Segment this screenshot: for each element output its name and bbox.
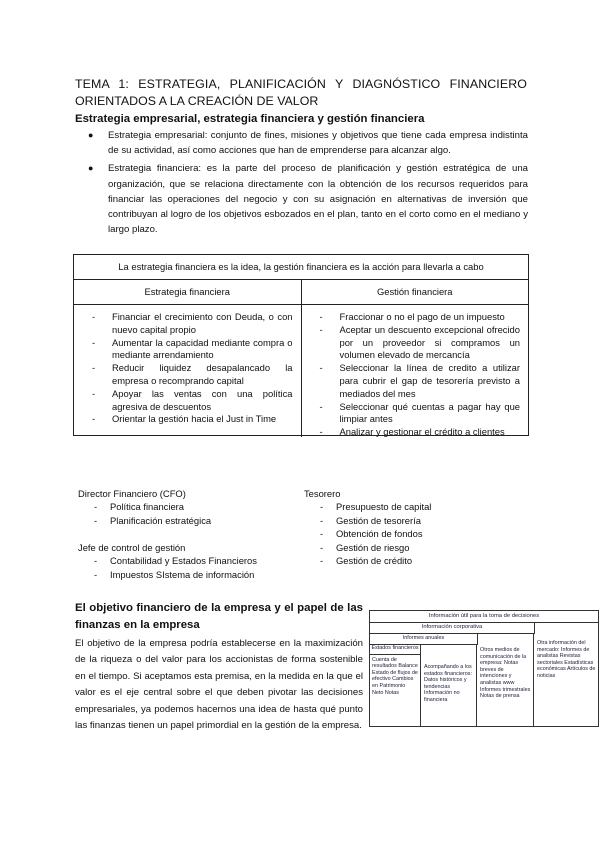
item-text: Aceptar un descuento excepcional ofrecido por un proveedor si compramos un volumen elevado de mercancía [339,323,520,361]
list-item [316,324,521,362]
bullet-icon: ● [88,130,94,140]
item-text: Gestión de riesgo [336,541,410,553]
dash-icon: - [320,528,324,540]
dash-icon: - [319,311,323,322]
dash-icon: - [320,555,324,567]
dash-icon: - [320,541,324,553]
control-block [78,541,298,581]
item-text: Gestión de crédito [336,555,413,567]
dash-icon: - [92,413,96,425]
list-item [304,500,504,513]
list-item [88,413,293,426]
item-text: Orientar la gestión hacia el Just in Time [112,413,277,425]
item-text: Presupuesto de capital [336,501,432,513]
list-item [316,362,521,400]
item-text: Gestión de tesorería [336,514,421,526]
dash-icon: - [92,387,96,399]
item-text: Reducir liquidez desapalancado la empresa o recomprando capital [112,362,293,386]
list-item [88,388,293,414]
figure-corporate-header: Información corporativa [370,622,535,634]
item-text: Financiar el crecimiento con Deuda, o con nuevo capital propio [112,311,293,335]
list-item [304,527,504,540]
management-column [302,305,529,437]
dash-icon: - [319,323,323,335]
figure-accompanying: Acompañando a los estados financieros: Datos históricos y tendencias Información no financiera [421,644,477,727]
figure-other-means: Otros medios de comunicación de la empresa: Notas breves de intenciones y analistas www Informes trimestrales Notas de prensa [477,633,534,727]
bullet-list [88,128,528,240]
section-title: El objetivo financiero de la empresa y el papel de las finanzas en la empresa [75,602,363,631]
dash-icon: - [92,336,96,348]
figure-fs-heading: Estados financieros [370,644,420,655]
bullet-icon: ● [88,163,94,174]
list-item [88,362,293,388]
strategy-list [88,311,293,426]
item-text: Aumentar la capacidad mediante compra o mediante arrendamiento [112,336,293,361]
information-figure [369,610,599,727]
table-heading: La estrategia financiera es la idea, la gestión financiera es la acción para llevarla a cabo [74,255,528,280]
cfo-heading: Director Financiero (CFO) [78,488,186,499]
list-item [88,161,528,237]
list-item [304,541,504,554]
cfo-block [78,487,298,527]
tesorero-list [304,500,504,567]
figure-title: Información útil para la toma de decisiones [370,611,598,623]
control-list [78,554,298,581]
dash-icon: - [320,501,324,513]
table-body [74,305,528,437]
dash-icon: - [319,426,323,438]
section-subtitle: Estrategia empresarial, estrategia financiera y gestión financiera [75,113,425,125]
dash-icon: - [92,362,96,374]
tesorero-heading: Tesorero [304,488,341,499]
item-text: Analizar y gestionar el crédito a clientes [339,426,505,438]
item-text: Contabilidad y Estados Financieros [110,555,257,567]
figure-fs-items: Cuenta de resultados Balance Estado de flujos de efectivo Cambios en Patrimonio Neto Notas [372,656,418,696]
section-paragraph: El objetivo de la empresa podría establecerse en la maximización de la riqueza o del valor para los accionistas de forma sostenible en el tiempo. Si aceptamos esta premisa, en la medida en la que el valor es el eje central sobre el que deben pivotar las decisiones empresariales, ya podemos hacernos una idea de hasta qué punto las finanzas tienen un papel primordial en la gestión de la empresa. [75,638,363,732]
dash-icon: - [92,311,96,322]
page-title-line-2: ORIENTADOS A LA CREACIÓN DE VALOR [75,94,319,108]
list-item [316,311,521,324]
item-text: Obtención de fondos [336,528,423,540]
list-item [88,311,293,337]
control-heading: Jefe de control de gestión [78,542,186,553]
column-header-strategy: Estrategia financiera [74,280,302,304]
figure-annual-header: Informes anuales [370,633,478,645]
item-text: Política financiera [110,501,184,513]
list-item [88,337,293,363]
list-item [316,426,521,439]
list-item [78,554,298,567]
dash-icon: - [94,514,98,526]
list-item [316,401,521,427]
list-item [304,554,504,567]
item-text: Fraccionar o no el pago de un impuesto [339,311,505,322]
list-item [304,514,504,527]
cfo-list [78,500,298,527]
dash-icon: - [94,501,98,513]
strategy-column [74,305,302,437]
list-item [88,128,528,158]
figure-financial-statements [370,644,421,727]
figure-external-info: Otra información del mercado: Informes de analistas Revistas sectoriales Estadísticas económicas Artículos de noticias [537,640,596,679]
item-text: Seleccionar la línea de credito a utilizar para cubrir el gap de tesorería previsto a mediados del mes [339,362,520,399]
dash-icon: - [94,555,98,567]
management-list [316,311,521,439]
dash-icon: - [319,400,323,412]
column-header-management: Gestión financiera [376,286,453,297]
dash-icon: - [320,514,324,526]
item-text: Apoyar las ventas con una política agresiva de descuentos [112,387,293,412]
item-text: Planificación estratégica [110,514,212,526]
item-text: Impuestos SIstema de información [110,568,255,580]
bullet-text: Estrategia empresarial: conjunto de fines, misiones y objetivos que tiene cada empresa indistinta de su actividad, así como acciones que han de emprenderse para alcanzar algo. [108,130,528,157]
dash-icon: - [94,568,98,580]
comparison-table [73,254,529,436]
list-item [78,568,298,581]
table-column-headers [74,280,528,305]
item-text: Seleccionar qué cuentas a pagar hay que limpiar antes [339,400,520,425]
dash-icon: - [319,362,323,374]
bullet-text: Estrategia financiera: es la parte del proceso de planificación y gestión estratégica de una organización, que se relaciona directamente con la obtención de los recursos requeridos para financiar las operaciones del negocio y con su asignación en alternativas de inversión que contribuyan al logro de los objetivos esbozados en el plan, tanto en el corto como en el mediano y largo plazo. [108,163,528,236]
tesorero-block [304,487,504,567]
list-item [78,500,298,513]
list-item [78,514,298,527]
page-title: TEMA 1: ESTRATEGIA, PLANIFICACIÓN Y DIAGNÓSTICO FINANCIERO [75,77,527,91]
